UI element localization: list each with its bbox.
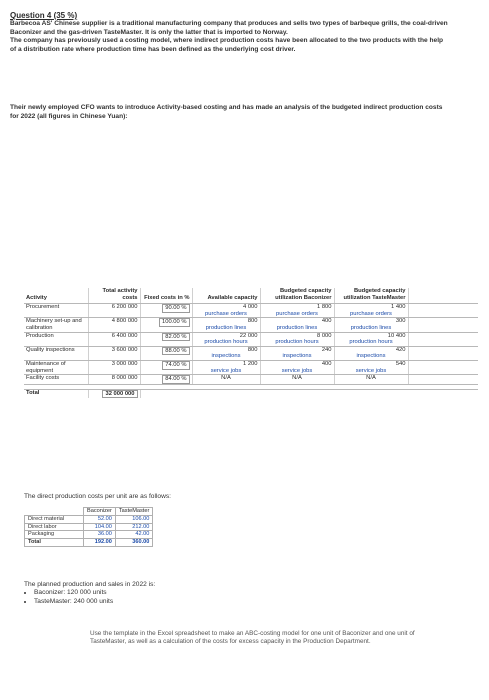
baconizer-cell — [260, 375, 334, 385]
capacity-amount: 800 — [247, 346, 258, 353]
baconizer-cell — [260, 318, 334, 332]
total-cost-cell: 3 000 000 — [88, 360, 140, 374]
baconizer-amount: 8 000 — [316, 332, 332, 339]
fixed-percent-cell — [140, 346, 192, 360]
cfo-text — [10, 104, 450, 121]
total-cost-cell: 6 400 000 — [88, 332, 140, 346]
tastemaster-unit: purchase orders — [350, 310, 392, 317]
baconizer-cell — [260, 360, 334, 374]
activity-cell: Procurement — [24, 304, 88, 318]
direct-costs-heading: The direct production costs per unit are as follows: — [24, 493, 171, 500]
activity-cell: Quality inspections — [24, 346, 88, 360]
planned-list — [24, 589, 155, 606]
tastemaster-unit: service jobs — [355, 367, 387, 374]
baconizer-unit: purchase orders — [276, 310, 318, 317]
capacity-unit: production hours — [204, 339, 248, 346]
intro-paragraph-3: Their newly employed CFO wants to introduce Activity-based costing and has made an analysis of the budgeted indirect production costs for 2022 (all figures in Chinese Yuan): — [10, 104, 443, 120]
tastemaster-unit: production hours — [349, 339, 393, 346]
header-activity: Activity — [24, 288, 88, 304]
fixed-percent-value: 100.00 % — [159, 318, 190, 327]
row-label: Packaging — [25, 531, 84, 539]
intro-text — [10, 20, 450, 54]
tastemaster-value: 42.00 — [115, 531, 152, 539]
capacity-cell — [192, 375, 260, 385]
baconizer-unit: production hours — [275, 339, 319, 346]
table-row — [24, 360, 478, 374]
header-baconizer-capacity: Budgeted capacity utilization Baconizer — [260, 288, 334, 304]
baconizer-amount: 400 — [321, 318, 332, 325]
baconizer-cell — [260, 304, 334, 318]
baconizer-unit: production lines — [276, 324, 318, 331]
tastemaster-cell — [334, 375, 408, 385]
fixed-percent-cell — [140, 318, 192, 332]
capacity-unit: purchase orders — [205, 310, 247, 317]
tastemaster-amount: 10 400 — [387, 332, 406, 339]
tastemaster-amount: 420 — [395, 346, 406, 353]
header-available-capacity: Available capacity — [192, 288, 260, 304]
capacity-unit: service jobs — [210, 367, 242, 374]
tastemaster-value: 106.00 — [115, 515, 152, 523]
baconizer-unit: service jobs — [281, 367, 313, 374]
tastemaster-cell — [334, 332, 408, 346]
table-row — [24, 332, 478, 346]
fixed-percent-value: 84.00 % — [162, 375, 189, 384]
capacity-amount: 1 200 — [242, 360, 258, 367]
capacity-unit: inspections — [211, 353, 241, 360]
fixed-percent-cell — [140, 332, 192, 346]
baconizer-amount: 240 — [321, 346, 332, 353]
table-header-row — [24, 288, 478, 304]
table-row — [25, 531, 153, 539]
list-item: • TasteMaster: 240 000 units — [34, 598, 155, 606]
total-value-cell — [88, 389, 140, 398]
activity-cell: Machinery set-up and calibration — [24, 318, 88, 332]
baconizer-cell — [260, 346, 334, 360]
intro-paragraph-1: Barbecoa AS' Chinese supplier is a traditional manufacturing company that produces and sells two types of barbeque grills, the coal-driven Baconizer and the gas-driven TasteMaster. It is only the latter that is imported to Norway. — [10, 20, 448, 36]
baconizer-value: 52.00 — [84, 515, 116, 523]
tastemaster-amount: 540 — [395, 360, 406, 367]
row-label: Total — [25, 539, 84, 547]
task-instructions: Use the template in the Excel spreadsheet to make an ABC-costing model for one unit of Baconizer and one unit of TasteMaster, as well as a calculation of the costs for excess capacity in the Production Department. — [90, 630, 415, 646]
tastemaster-unit: inspections — [356, 353, 386, 360]
tastemaster-value: 212.00 — [115, 523, 152, 531]
tastemaster-value: 360.00 — [115, 539, 152, 547]
baconizer-amount: 400 — [321, 360, 332, 367]
tastemaster-amount: 300 — [395, 318, 406, 325]
baconizer-amount: 1 800 — [316, 304, 332, 311]
fixed-percent-value: 74.00 % — [162, 361, 189, 370]
table-row — [24, 304, 478, 318]
total-label: Total — [24, 389, 88, 398]
planned-heading: The planned production and sales in 2022 is: — [24, 581, 156, 588]
total-cost-cell: 3 600 000 — [88, 346, 140, 360]
row-label: Direct labor — [25, 523, 84, 531]
activity-cell: Facility costs — [24, 375, 88, 385]
activity-cell: Maintenance of equipment — [24, 360, 88, 374]
header-tastemaster-capacity: Budgeted capacity utilization TasteMaster — [334, 288, 408, 304]
fixed-percent-cell — [140, 304, 192, 318]
table-row — [24, 375, 478, 385]
header-fixed-costs: Fixed costs in % — [140, 288, 192, 304]
tastemaster-cell — [334, 304, 408, 318]
capacity-cell — [192, 332, 260, 346]
fixed-percent-value: 90.00 % — [162, 304, 189, 313]
baconizer-value: 104.00 — [84, 523, 116, 531]
capacity-cell — [192, 360, 260, 374]
fixed-percent-cell — [140, 375, 192, 385]
total-cost-cell: 4 800 000 — [88, 318, 140, 332]
capacity-amount: 4 000 — [242, 304, 258, 311]
total-row — [24, 389, 478, 398]
fixed-percent-value: 82.00 % — [162, 333, 189, 342]
question-title: Question 4 (35 %) — [10, 11, 78, 20]
direct-header-baconizer: Baconizer — [84, 508, 116, 516]
row-label: Direct material — [25, 515, 84, 523]
header-total-costs: Total activity costs — [88, 288, 140, 304]
table-row — [25, 523, 153, 531]
table-row — [24, 346, 478, 360]
total-cost-cell: 8 000 000 — [88, 375, 140, 385]
list-item: • Baconizer: 120 000 units — [34, 589, 155, 597]
capacity-unit: production lines — [205, 324, 247, 331]
total-cost-cell: 6 200 000 — [88, 304, 140, 318]
planned-production — [24, 581, 155, 606]
intro-paragraph-2: The company has previously used a costing model, where indirect production costs have been allocated to the two products with the help of a distribution rate where production time has been defined as the underlying cost driver. — [10, 37, 444, 53]
baconizer-cell — [260, 332, 334, 346]
total-value: 32 000 000 — [102, 390, 137, 399]
direct-cost-table — [24, 507, 153, 547]
direct-header-tastemaster: TasteMaster — [115, 508, 152, 516]
baconizer-unit: inspections — [282, 353, 312, 360]
tastemaster-cell — [334, 360, 408, 374]
table-row — [25, 539, 153, 547]
capacity-amount: N/A — [221, 375, 231, 382]
capacity-cell — [192, 304, 260, 318]
activity-cell: Production — [24, 332, 88, 346]
fixed-percent-cell — [140, 360, 192, 374]
table-row — [24, 318, 478, 332]
tastemaster-cell — [334, 318, 408, 332]
tastemaster-amount: 1 400 — [390, 304, 406, 311]
baconizer-value: 36.00 — [84, 531, 116, 539]
indirect-cost-table — [24, 288, 478, 398]
capacity-amount: 22 000 — [239, 332, 258, 339]
direct-header-row — [25, 508, 153, 516]
tastemaster-amount: N/A — [366, 375, 376, 382]
tastemaster-cell — [334, 346, 408, 360]
capacity-cell — [192, 318, 260, 332]
baconizer-value: 192.00 — [84, 539, 116, 547]
baconizer-amount: N/A — [292, 375, 302, 382]
capacity-cell — [192, 346, 260, 360]
capacity-amount: 800 — [247, 318, 258, 325]
tastemaster-unit: production lines — [350, 324, 392, 331]
fixed-percent-value: 88.00 % — [162, 347, 189, 356]
table-row — [25, 515, 153, 523]
